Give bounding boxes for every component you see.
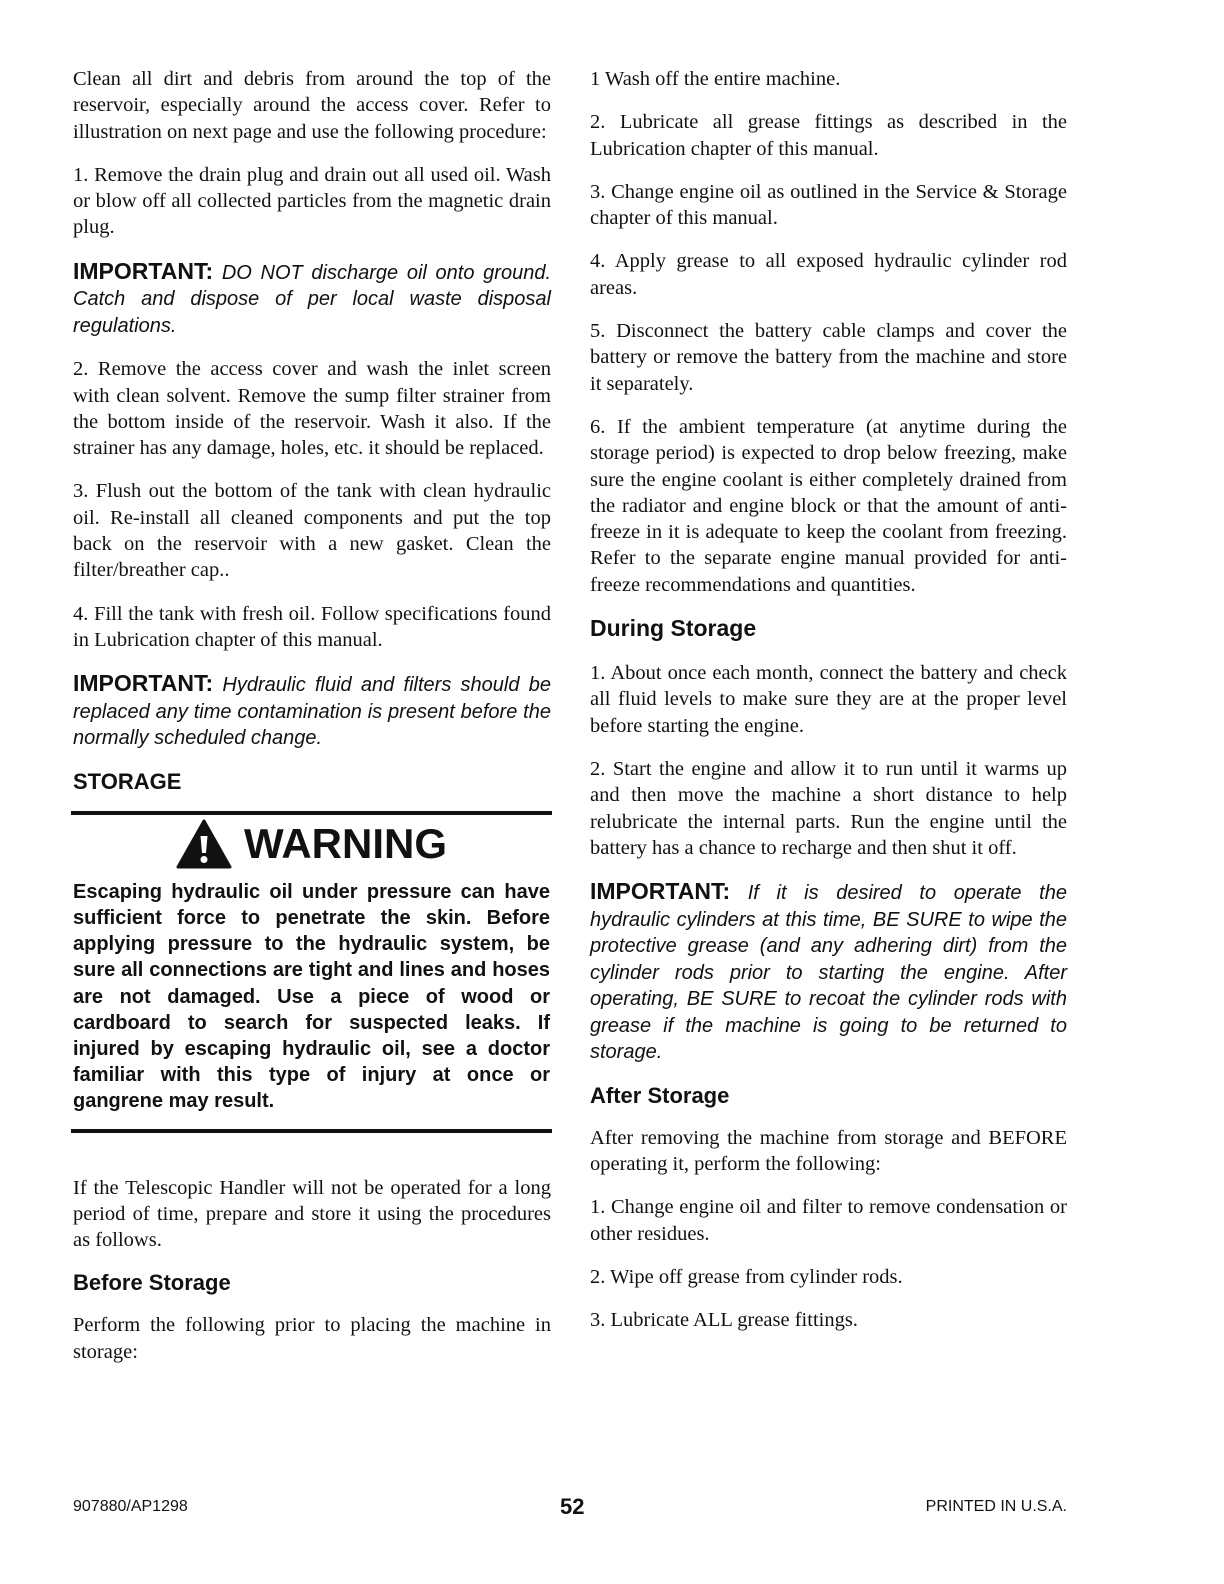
before-step-1: 1 Wash off the entire machine. (590, 68, 841, 90)
storage-heading: STORAGE (73, 768, 182, 794)
after-step-3: 3. Lubricate ALL grease fittings. (590, 1309, 858, 1332)
footer-printed-in: PRINTED IN U.S.A. (925, 1498, 1067, 1515)
footer-page-number: 52 (560, 1494, 585, 1519)
important-note-1 (73, 258, 551, 340)
during-step-2: 2. Start the engine and allow it to run until it warms up and then move the machine a short distance to help relubricate the internal parts. Run the engine until the battery has a chance to recharge and then shut it off. (590, 757, 1067, 859)
during-step-1: 1. About once each month, connect the battery and check all fluid levels to make sure they are at the proper level before starting the engine. (590, 662, 1067, 737)
before-storage-intro: Perform the following prior to placing the machine in storage: (73, 1314, 551, 1363)
before-step-2: 2. Lubricate all grease fittings as described in the Lubrication chapter of this manual. (590, 111, 1067, 160)
after-storage-intro: After removing the machine from storage and BEFORE operating it, perform the following: (590, 1126, 1067, 1175)
before-storage-heading: Before Storage (73, 1270, 231, 1296)
step-4-paragraph: 4. Fill the tank with fresh oil. Follow specifications found in Lubrication chapter of this manual. (73, 602, 551, 651)
before-step-6: 6. If the ambient temperature (at anytime during the storage period) is expected to drop below freezing, make sure the engine coolant is either completely drained from the radiator and engine block or that the amount of anti-freeze in it is adequate to keep the coolant from freezing. Refer to the separate engine manual provided for anti-freeze recommendations and quantities. (590, 415, 1067, 596)
before-step-3: 3. Change engine oil as outlined in the Service & Storage chapter of this manual. (590, 180, 1067, 230)
important-text: DO NOT discharge oil onto ground. Catch and dispose of per local waste disposal regulations. (73, 261, 551, 337)
warning-header (71, 819, 552, 869)
important-text: Hydraulic fluid and filters should be replaced any time contamination is present before the normally scheduled change. (73, 674, 551, 750)
before-step-5: 5. Disconnect the battery cable clamps and cover the battery or remove the battery from the machine and store it separately. (590, 320, 1067, 395)
right-column (590, 66, 1067, 1350)
after-step-2: 2. Wipe off grease from cylinder rods. (590, 1265, 903, 1288)
important-label: IMPORTANT: (590, 878, 731, 905)
warning-title: WARNING (244, 819, 447, 867)
step-3-paragraph: 3. Flush out the bottom of the tank with clean hydraulic oil. Re-install all cleaned components and put the top back on the reservoir with a new gasket. Clean the filter/breather cap.. (73, 480, 551, 582)
important-text: If it is desired to operate the hydraulic cylinders at this time, BE SURE to wipe the protective grease (and any adhering dirt) from the cylinder rods prior to starting the engine. After operating, BE SURE to recoat the cylinder rods with grease if the machine is going to be returned to storage. (590, 882, 1067, 1064)
important-label: IMPORTANT: (73, 670, 214, 697)
storage-intro-paragraph: If the Telescopic Handler will not be operated for a long period of time, prepare and store it using the procedures as follows. (73, 1176, 551, 1252)
after-step-1: 1. Change engine oil and filter to remove condensation or other residues. (590, 1196, 1067, 1245)
step-1-paragraph: 1. Remove the drain plug and drain out all used oil. Wash or blow off all collected particles from the magnetic drain plug. (73, 163, 551, 239)
after-storage-heading: After Storage (590, 1082, 730, 1108)
important-note-2 (73, 670, 551, 752)
before-step-4: 4. Apply grease to all exposed hydraulic cylinder rod areas. (590, 250, 1067, 299)
left-column (73, 66, 551, 1382)
step-2-paragraph: 2. Remove the access cover and wash the inlet screen with clean solvent. Remove the sump filter strainer from the bottom inside of the reservoir. Wash it also. If the strainer has any damage, holes, etc. it should be replaced. (73, 358, 551, 460)
important-note-3 (590, 878, 1067, 1066)
during-storage-heading: During Storage (590, 615, 757, 642)
warning-text: Escaping hydraulic oil under pressure can have sufficient force to penetrate the skin. Before applying pressure to the hydraulic system, be sure all connections are tight and lines and hoses are not damaged. Use a piece of wood or cardboard to search for suspected leaks. If injured by escaping hydraulic oil, see a doctor familiar with this type of injury at once or gangrene may result. (73, 880, 550, 1113)
footer-doc-number: 907880/AP1298 (73, 1498, 188, 1515)
important-label: IMPORTANT: (73, 257, 214, 284)
warning-box (71, 811, 552, 1133)
reservoir-intro-paragraph: Clean all dirt and debris from around the top of the reservoir, especially around the access cover. Refer to illustration on next page and use the following procedure: (73, 68, 551, 143)
warning-triangle-icon (176, 819, 232, 869)
